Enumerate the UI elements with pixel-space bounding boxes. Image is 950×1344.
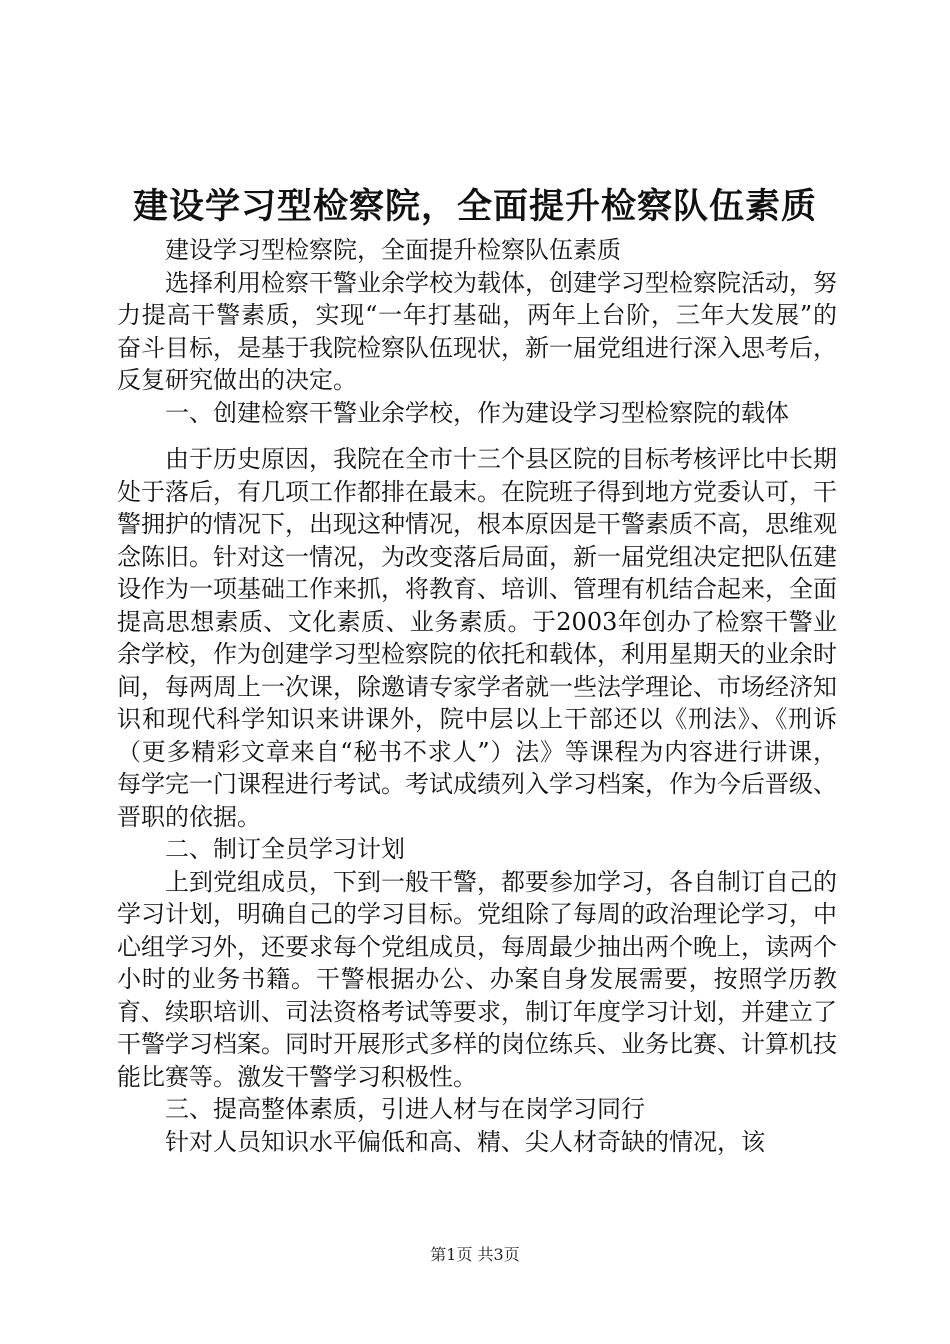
document-title: 建设学习型检察院，全面提升检察队伍素质 <box>132 186 817 227</box>
section-3-heading: 三、提高整体素质，引进人材与在岗学习同行 <box>165 1095 645 1123</box>
intro-paragraph: 选择利用检察干警业余学校为载体，创建学习型检察院活动，努力提高干警素质，实现“一年打基础，两年上台阶，三年大发展”的奋斗目标，是基于我院检察队伍现状，新一届党组进行深入思考后，反复研究做出的决定。 <box>117 268 837 394</box>
section-1-paragraph: 由于历史原因，我院在全市十三个县区院的目标考核评比中长期处于落后，有几项工作都排在最末。在院班子得到地方党委认可，干警拥护的情况下，出现这种情况，根本原因是干警素质不高，思维观念陈旧。针对这一情况，为改变落后局面，新一届党组决定把队伍建设作为一项基础工作来抓，将教育、培训、管理有机结合起来，全面提高思想素质、文化素质、业务素质。于2003年创办了检察干警业余学校，作为创建学习型检察院的依托和载体，利用星期天的业余时间，每两周上一次课，除邀请专家学者就一些法学理论、市场经济知识和现代科学知识来讲课外，院中层以上干部还以《刑法》、《刑诉（更多精彩文章来自“秘书不求人”）法》等课程为内容进行讲课，每学完一门课程进行考试。考试成绩列入学习档案，作为今后晋级、晋职的依据。 <box>117 445 837 831</box>
section-3-paragraph: 针对人员知识水平偏低和高、精、尖人材奇缺的情况，该 <box>165 1127 765 1156</box>
section-2-paragraph: 上到党组成员，下到一般干警，都要参加学习，各自制订自己的学习计划，明确自己的学习目标。党组除了每周的政治理论学习，中心组学习外，还要求每个党组成员，每周最少抽出两个晚上，读两个小时的业务书籍。干警根据办公、办案自身发展需要，按照学历教育、续职培训、司法资格考试等要求，制订年度学习计划，并建立了干警学习档案。同时开展形式多样的岗位练兵、业务比赛、计算机技能比赛等。激发干警学习积极性。 <box>117 867 837 1091</box>
subtitle-paragraph: 建设学习型检察院，全面提升检察队伍素质 <box>165 236 621 264</box>
page-footer: 第1页 共3页 <box>430 1245 520 1264</box>
document-body <box>117 234 837 1158</box>
section-2-heading: 二、制订全员学习计划 <box>165 835 405 863</box>
section-1-heading: 一、创建检察干警业余学校，作为建设学习型检察院的载体 <box>165 398 789 427</box>
